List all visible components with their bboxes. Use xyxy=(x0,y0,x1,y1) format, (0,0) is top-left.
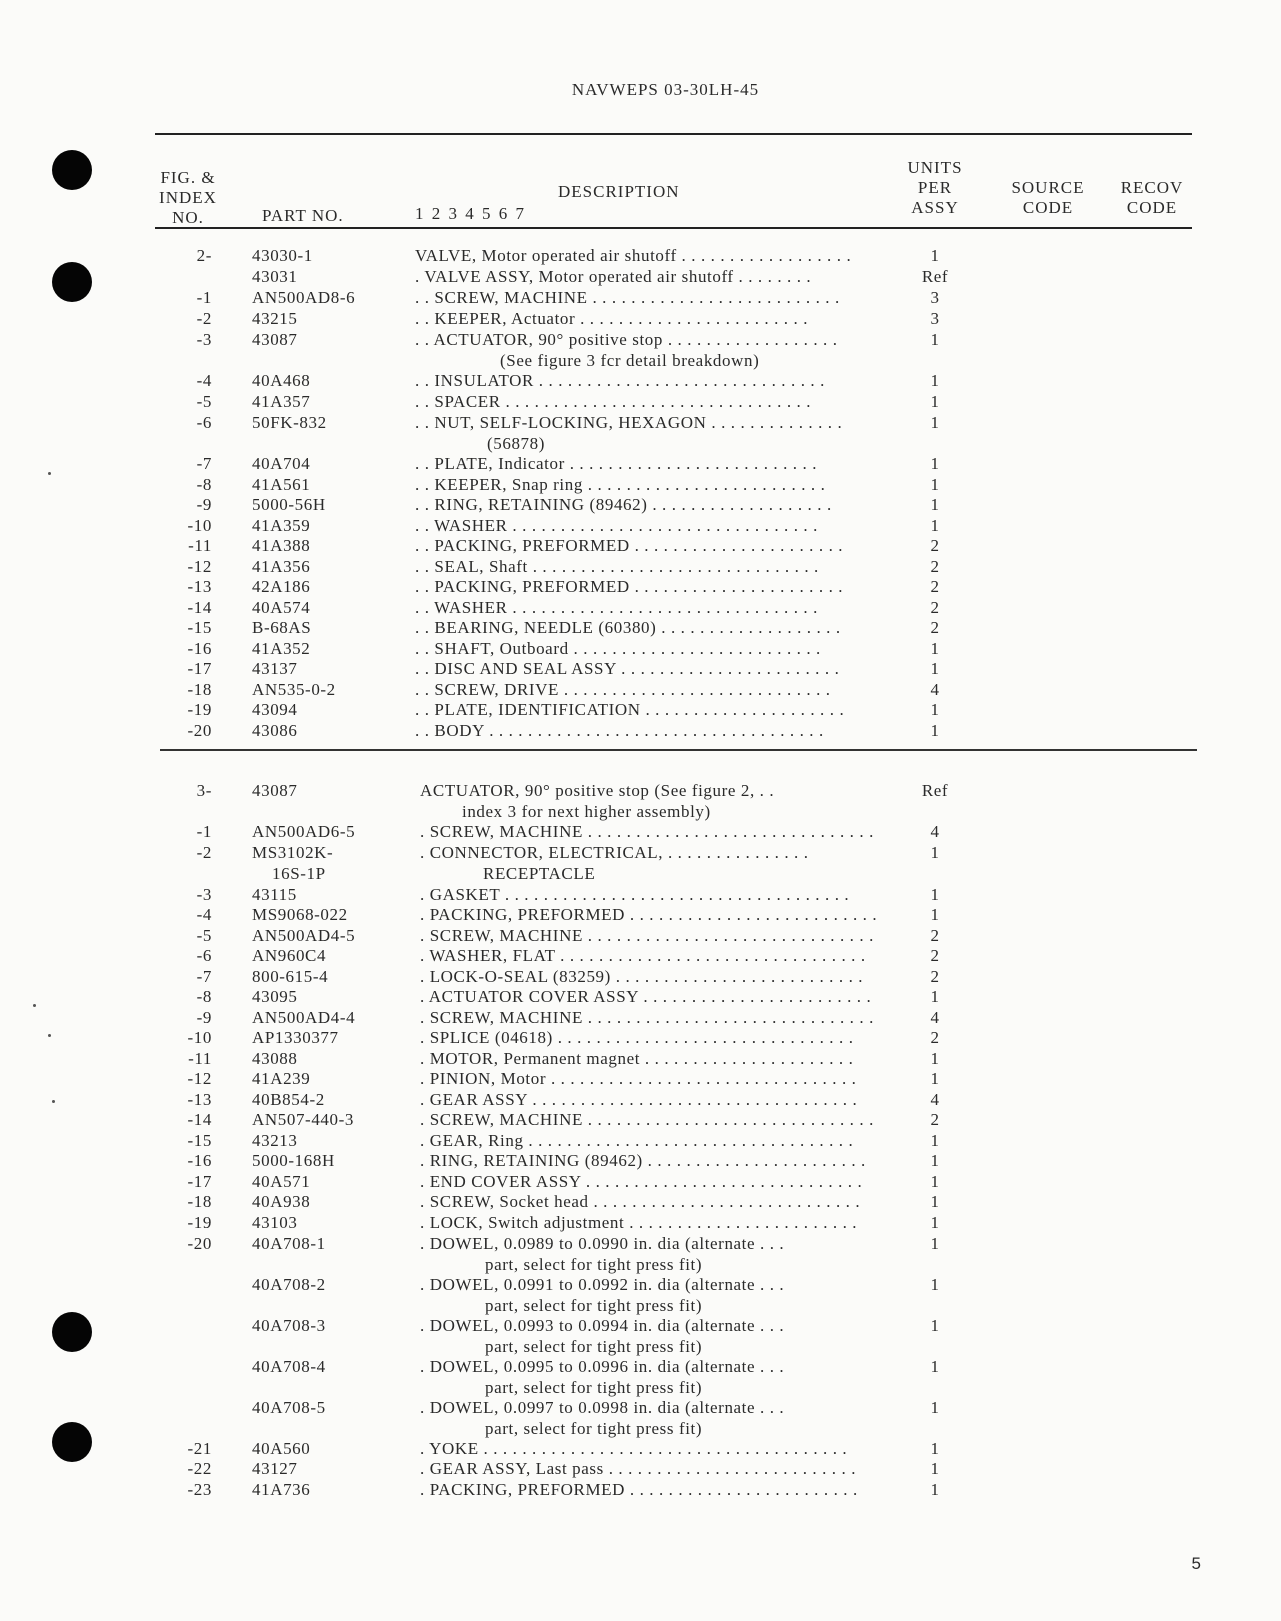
part-number-cell: 43127 xyxy=(252,1459,298,1478)
part-number-cell: MS3102K- xyxy=(252,843,334,862)
binder-hole xyxy=(52,150,92,190)
parts-list-row xyxy=(0,245,1281,267)
units-per-assy-cell: 1 xyxy=(930,1131,940,1150)
part-number-cell: AN500AD4-5 xyxy=(252,926,356,945)
units-per-assy-cell: 2 xyxy=(930,557,940,576)
part-number-cell: 43115 xyxy=(252,885,297,904)
part-number-cell: 43094 xyxy=(252,700,298,719)
units-per-assy-cell: 4 xyxy=(930,822,940,841)
description-cell: . SCREW, MACHINE . . . . . . . . . . . . . . . . . . . . . . . . . . . . . . xyxy=(420,926,874,945)
part-number-cell: 41A239 xyxy=(252,1069,311,1088)
units-per-assy-cell: 2 xyxy=(930,598,940,617)
parts-list-row xyxy=(0,1479,1281,1501)
units-per-assy-cell: 1 xyxy=(930,1234,940,1253)
description-cell: . . SEAL, Shaft . . . . . . . . . . . . . . . . . . . . . . . . . . . . . . xyxy=(415,557,819,576)
fig-index-cell: -16 xyxy=(187,639,212,658)
parts-list-row xyxy=(0,1458,1281,1480)
parts-list-row xyxy=(0,391,1281,413)
fig-index-cell: -17 xyxy=(187,659,212,678)
fig-index-cell: -7 xyxy=(196,454,212,473)
parts-list-row xyxy=(0,453,1281,475)
units-per-assy-cell: 1 xyxy=(930,475,940,494)
units-per-assy-cell: 1 xyxy=(930,843,940,862)
units-per-assy-cell: 1 xyxy=(930,392,940,411)
parts-list-row xyxy=(0,1048,1281,1070)
parts-list-row xyxy=(0,884,1281,906)
fig-index-cell: -6 xyxy=(196,413,212,432)
part-number-cell: AN535-0-2 xyxy=(252,680,336,699)
description-cell: . MOTOR, Permanent magnet . . . . . . . . . . . . . . . . . . . . . . xyxy=(420,1049,854,1068)
part-number-cell: 40A708-3 xyxy=(252,1316,326,1335)
parts-list-row xyxy=(0,842,1281,864)
fig-index-cell: -4 xyxy=(196,371,212,390)
parts-list-row xyxy=(0,1397,1281,1419)
description-cell: . . SPACER . . . . . . . . . . . . . . . . . . . . . . . . . . . . . . . . xyxy=(415,392,812,411)
description-cell: . RING, RETAINING (89462) . . . . . . . . . . . . . . . . . . . . . . . xyxy=(420,1151,866,1170)
parts-list-row xyxy=(0,1212,1281,1234)
part-number-cell: AN500AD6-5 xyxy=(252,822,356,841)
units-per-assy-cell: 1 xyxy=(930,659,940,678)
parts-list-row xyxy=(0,1356,1281,1378)
part-number-cell: 43087 xyxy=(252,330,298,349)
description-cell: . SCREW, Socket head . . . . . . . . . . . . . . . . . . . . . . . . . . . . xyxy=(420,1192,861,1211)
description-cell: . DOWEL, 0.0989 to 0.0990 in. dia (alternate . . . xyxy=(420,1234,785,1253)
description-cell: . YOKE . . . . . . . . . . . . . . . . . . . . . . . . . . . . . . . . . . . . . . xyxy=(420,1439,848,1458)
description-cell: . DOWEL, 0.0993 to 0.0994 in. dia (alternate . . . xyxy=(420,1316,785,1335)
description-cell: . WASHER, FLAT . . . . . . . . . . . . . . . . . . . . . . . . . . . . . . . . xyxy=(420,946,866,965)
part-number-cell: 43030-1 xyxy=(252,246,313,265)
description-cell: . . PLATE, Indicator . . . . . . . . . . . . . . . . . . . . . . . . . . xyxy=(415,454,818,473)
fig-index-cell: -6 xyxy=(196,946,212,965)
part-number-cell: 40A468 xyxy=(252,371,311,390)
part-number-cell: 5000-56H xyxy=(252,495,326,514)
units-per-assy-cell: 1 xyxy=(930,1275,940,1294)
description-cell: . . PACKING, PREFORMED . . . . . . . . . . . . . . . . . . . . . . xyxy=(415,536,844,555)
col-part-no: PART NO. xyxy=(262,206,344,225)
parts-list-row xyxy=(0,1274,1281,1296)
description-cell: . . NUT, SELF-LOCKING, HEXAGON . . . . . . . . . . . . . . xyxy=(415,413,843,432)
units-per-assy-cell: 1 xyxy=(930,905,940,924)
description-cell: . GEAR ASSY . . . . . . . . . . . . . . . . . . . . . . . . . . . . . . . . . . xyxy=(420,1090,858,1109)
description-continuation: part, select for tight press fit) xyxy=(485,1296,703,1315)
units-per-assy-cell: Ref xyxy=(921,781,949,800)
parts-list-row xyxy=(0,699,1281,721)
units-per-assy-cell: 4 xyxy=(930,1090,940,1109)
part-number-cell: AN500AD8-6 xyxy=(252,288,356,307)
fig-index-cell: -8 xyxy=(196,475,212,494)
parts-list-row xyxy=(0,266,1281,288)
description-cell: . SCREW, MACHINE . . . . . . . . . . . . . . . . . . . . . . . . . . . . . . xyxy=(420,1110,874,1129)
fig-index-cell: -18 xyxy=(187,680,212,699)
part-number-cell: 43088 xyxy=(252,1049,298,1068)
part-number-cell: MS9068-022 xyxy=(252,905,348,924)
part-number-cell: AN507-440-3 xyxy=(252,1110,354,1129)
parts-list-row xyxy=(0,1109,1281,1131)
part-number-cell: 41A388 xyxy=(252,536,311,555)
fig-index-cell: -13 xyxy=(187,1090,212,1109)
description-cell: . . INSULATOR . . . . . . . . . . . . . . . . . . . . . . . . . . . . . . xyxy=(415,371,825,390)
parts-list-row xyxy=(0,821,1281,843)
parts-list-row xyxy=(0,986,1281,1008)
part-number-cell: B-68AS xyxy=(252,618,312,637)
description-cell: . . BEARING, NEEDLE (60380) . . . . . . . . . . . . . . . . . . . xyxy=(415,618,841,637)
description-cell: . . WASHER . . . . . . . . . . . . . . . . . . . . . . . . . . . . . . . . xyxy=(415,516,818,535)
part-number-cell: 42A186 xyxy=(252,577,311,596)
units-per-assy-cell: 1 xyxy=(930,1213,940,1232)
fig-index-cell: -4 xyxy=(196,905,212,924)
parts-list-row xyxy=(0,535,1281,557)
description-cell: . ACTUATOR COVER ASSY . . . . . . . . . . . . . . . . . . . . . . . . xyxy=(420,987,872,1006)
units-per-assy-cell: 2 xyxy=(930,946,940,965)
part-number-cell: 40B854-2 xyxy=(252,1090,325,1109)
col-recov-code: RECOV CODE xyxy=(1120,178,1184,217)
units-per-assy-cell: 1 xyxy=(930,700,940,719)
description-cell: . . SCREW, DRIVE . . . . . . . . . . . . . . . . . . . . . . . . . . . . xyxy=(415,680,831,699)
units-per-assy-cell: 1 xyxy=(930,516,940,535)
page-number: 5 xyxy=(1191,1554,1201,1573)
parts-list-row xyxy=(0,1007,1281,1029)
description-cell: . PACKING, PREFORMED . . . . . . . . . . . . . . . . . . . . . . . . . . xyxy=(420,905,878,924)
fig-index-cell: -14 xyxy=(187,598,212,617)
units-per-assy-cell: 1 xyxy=(930,1316,940,1335)
description-cell: . LOCK, Switch adjustment . . . . . . . . . . . . . . . . . . . . . . . . xyxy=(420,1213,858,1232)
part-number-cell: 40A938 xyxy=(252,1192,311,1211)
fig-index-cell: -15 xyxy=(187,618,212,637)
fig-index-cell: 3- xyxy=(196,781,212,800)
units-per-assy-cell: 1 xyxy=(930,1069,940,1088)
description-cell: . GEAR, Ring . . . . . . . . . . . . . . . . . . . . . . . . . . . . . . . . . . xyxy=(420,1131,854,1150)
part-number-cell: 800-615-4 xyxy=(252,967,329,986)
part-number-cell: 43215 xyxy=(252,309,298,328)
part-number-cell: 41A561 xyxy=(252,475,311,494)
description-cell: . SPLICE (04618) . . . . . . . . . . . . . . . . . . . . . . . . . . . . . . . xyxy=(420,1028,854,1047)
description-continuation: part, select for tight press fit) xyxy=(485,1378,703,1397)
part-number-cell: AP1330377 xyxy=(252,1028,339,1047)
fig-index-cell: -20 xyxy=(187,1234,212,1253)
part-number-cell: 43103 xyxy=(252,1213,298,1232)
fig-index-cell: -18 xyxy=(187,1192,212,1211)
fig-index-cell: -9 xyxy=(196,495,212,514)
description-cell: . SCREW, MACHINE . . . . . . . . . . . . . . . . . . . . . . . . . . . . . . xyxy=(420,822,874,841)
fig-index-cell: -12 xyxy=(187,557,212,576)
fig-index-cell: 2- xyxy=(196,246,212,265)
description-cell: . DOWEL, 0.0991 to 0.0992 in. dia (alternate . . . xyxy=(420,1275,785,1294)
units-per-assy-cell: 2 xyxy=(930,967,940,986)
description-cell: . . KEEPER, Actuator . . . . . . . . . . . . . . . . . . . . . . . . xyxy=(415,309,809,328)
fig-index-cell: -13 xyxy=(187,577,212,596)
part-number-cell: 43031 xyxy=(252,267,298,286)
fig-index-cell: -11 xyxy=(188,1049,212,1068)
col-description: DESCRIPTION xyxy=(558,182,680,201)
fig-index-cell: -1 xyxy=(196,822,212,841)
parts-list-row xyxy=(0,308,1281,330)
units-per-assy-cell: 2 xyxy=(930,926,940,945)
description-cell: . PINION, Motor . . . . . . . . . . . . . . . . . . . . . . . . . . . . . . . . xyxy=(420,1069,857,1088)
parts-list-row xyxy=(0,576,1281,598)
parts-list-row xyxy=(0,1233,1281,1255)
description-cell: . DOWEL, 0.0997 to 0.0998 in. dia (alternate . . . xyxy=(420,1398,785,1417)
description-cell: . DOWEL, 0.0995 to 0.0996 in. dia (alternate . . . xyxy=(420,1357,785,1376)
parts-list-row xyxy=(0,412,1281,434)
description-cell: . END COVER ASSY . . . . . . . . . . . . . . . . . . . . . . . . . . . . . xyxy=(420,1172,863,1191)
fig-index-cell: -12 xyxy=(187,1069,212,1088)
fig-index-cell: -21 xyxy=(187,1439,212,1458)
fig-index-cell: -15 xyxy=(187,1131,212,1150)
description-cell: . . SCREW, MACHINE . . . . . . . . . . . . . . . . . . . . . . . . . . xyxy=(415,288,840,307)
description-continuation: (56878) xyxy=(487,434,546,453)
parts-list-row xyxy=(0,925,1281,947)
parts-list-row xyxy=(0,494,1281,516)
units-per-assy-cell: 1 xyxy=(930,1357,940,1376)
fig-index-cell: -22 xyxy=(187,1459,212,1478)
units-per-assy-cell: 1 xyxy=(930,413,940,432)
fig-index-cell: -19 xyxy=(187,700,212,719)
part-number-cell: 5000-168H xyxy=(252,1151,335,1170)
parts-list-row xyxy=(0,658,1281,680)
description-cell: . . DISC AND SEAL ASSY . . . . . . . . . . . . . . . . . . . . . . . xyxy=(415,659,840,678)
part-number-cell: 40A560 xyxy=(252,1439,311,1458)
part-number-cell: 40A571 xyxy=(252,1172,311,1191)
description-cell: . VALVE ASSY, Motor operated air shutoff . . . . . . . . xyxy=(415,267,812,286)
document-title: NAVWEPS 03-30LH-45 xyxy=(571,80,760,99)
description-cell: . GEAR ASSY, Last pass . . . . . . . . . . . . . . . . . . . . . . . . . . xyxy=(420,1459,857,1478)
units-per-assy-cell: 2 xyxy=(930,577,940,596)
description-cell: . PACKING, PREFORMED . . . . . . . . . . . . . . . . . . . . . . . . xyxy=(420,1480,858,1499)
part-number-cell: 41A359 xyxy=(252,516,311,535)
parts-list-row xyxy=(0,1068,1281,1090)
fig-index-cell: -23 xyxy=(187,1480,212,1499)
fig-index-cell: -20 xyxy=(187,721,212,740)
parts-list-row xyxy=(0,1089,1281,1111)
units-per-assy-cell: 2 xyxy=(930,618,940,637)
units-per-assy-cell: 1 xyxy=(930,330,940,349)
parts-list-row xyxy=(0,638,1281,660)
parts-list-row xyxy=(0,474,1281,496)
description-cell: ACTUATOR, 90° positive stop (See figure 2, . . xyxy=(420,781,775,800)
description-cell: . SCREW, MACHINE . . . . . . . . . . . . . . . . . . . . . . . . . . . . . . xyxy=(420,1008,874,1027)
units-per-assy-cell: 1 xyxy=(930,1459,940,1478)
fig-index-cell: -1 xyxy=(196,288,212,307)
units-per-assy-cell: 1 xyxy=(930,1151,940,1170)
description-cell: . . RING, RETAINING (89462) . . . . . . . . . . . . . . . . . . . xyxy=(415,495,832,514)
fig-index-cell: -3 xyxy=(196,330,212,349)
units-per-assy-cell: 1 xyxy=(930,1192,940,1211)
parts-list-row xyxy=(0,1150,1281,1172)
parts-list-row xyxy=(0,515,1281,537)
fig-index-cell: -5 xyxy=(196,926,212,945)
description-cell: . . PACKING, PREFORMED . . . . . . . . . . . . . . . . . . . . . . xyxy=(415,577,844,596)
units-per-assy-cell: 3 xyxy=(930,309,940,328)
units-per-assy-cell: 3 xyxy=(930,288,940,307)
part-number-cell: 41A736 xyxy=(252,1480,311,1499)
units-per-assy-cell: 1 xyxy=(930,639,940,658)
units-per-assy-cell: 2 xyxy=(930,1110,940,1129)
description-cell: . . SHAFT, Outboard . . . . . . . . . . . . . . . . . . . . . . . . . . xyxy=(415,639,821,658)
fig-index-cell: -8 xyxy=(196,987,212,1006)
units-per-assy-cell: 1 xyxy=(930,246,940,265)
parts-list-row xyxy=(0,780,1281,802)
description-cell: . GASKET . . . . . . . . . . . . . . . . . . . . . . . . . . . . . . . . . . . . xyxy=(420,885,850,904)
col-indent-scale: 1 2 3 4 5 6 7 xyxy=(415,204,526,223)
part-number-cell: 43087 xyxy=(252,781,298,800)
description-continuation: part, select for tight press fit) xyxy=(485,1337,703,1356)
part-number-cell: 41A356 xyxy=(252,557,311,576)
units-per-assy-cell: 4 xyxy=(930,1008,940,1027)
parts-list-row xyxy=(0,720,1281,742)
parts-list-row xyxy=(0,966,1281,988)
header-top-rule xyxy=(155,133,1192,135)
part-number-cell: 40A574 xyxy=(252,598,311,617)
units-per-assy-cell: 1 xyxy=(930,1049,940,1068)
units-per-assy-cell: 4 xyxy=(930,680,940,699)
part-number-cell: AN500AD4-4 xyxy=(252,1008,356,1027)
parts-list-row xyxy=(0,1191,1281,1213)
col-units-per-assy: UNITS PER ASSY xyxy=(907,158,963,217)
fig-index-cell: -16 xyxy=(187,1151,212,1170)
description-cell: . . KEEPER, Snap ring . . . . . . . . . . . . . . . . . . . . . . . . . xyxy=(415,475,826,494)
parts-list-row xyxy=(0,679,1281,701)
parts-list-row xyxy=(0,904,1281,926)
units-per-assy-cell: 1 xyxy=(930,885,940,904)
units-per-assy-cell: 1 xyxy=(930,721,940,740)
units-per-assy-cell: 1 xyxy=(930,1172,940,1191)
fig-index-cell: -11 xyxy=(188,536,212,555)
fig-index-cell: -10 xyxy=(187,516,212,535)
fig-index-cell: -17 xyxy=(187,1172,212,1191)
units-per-assy-cell: 1 xyxy=(930,454,940,473)
description-cell: . LOCK-O-SEAL (83259) . . . . . . . . . . . . . . . . . . . . . . . . . . xyxy=(420,967,864,986)
part-number-cell: 40A708-2 xyxy=(252,1275,326,1294)
fig-index-cell: -2 xyxy=(196,309,212,328)
units-per-assy-cell: 2 xyxy=(930,1028,940,1047)
parts-list-row xyxy=(0,617,1281,639)
part-number-cell: 43086 xyxy=(252,721,298,740)
units-per-assy-cell: 1 xyxy=(930,371,940,390)
part-number-cell: 43137 xyxy=(252,659,298,678)
description-cell: . . ACTUATOR, 90° positive stop . . . . . . . . . . . . . . . . . . xyxy=(415,330,838,349)
parts-list-row xyxy=(0,1171,1281,1193)
part-number-cell: 40A708-1 xyxy=(252,1234,326,1253)
part-number-cell: 40A708-5 xyxy=(252,1398,326,1417)
units-per-assy-cell: 2 xyxy=(930,536,940,555)
part-number-cell: 43213 xyxy=(252,1131,298,1150)
description-continuation: (See figure 3 fcr detail breakdown) xyxy=(500,351,760,370)
parts-list-row xyxy=(0,1027,1281,1049)
description-cell: . . BODY . . . . . . . . . . . . . . . . . . . . . . . . . . . . . . . . . . . xyxy=(415,721,824,740)
fig-index-cell: -2 xyxy=(196,843,212,862)
units-per-assy-cell: 1 xyxy=(930,495,940,514)
units-per-assy-cell: 1 xyxy=(930,1439,940,1458)
description-continuation: part, select for tight press fit) xyxy=(485,1255,703,1274)
part-number-continuation: 16S-1P xyxy=(272,864,326,883)
description-cell: . . PLATE, IDENTIFICATION . . . . . . . . . . . . . . . . . . . . . xyxy=(415,700,845,719)
units-per-assy-cell: 1 xyxy=(930,987,940,1006)
part-number-cell: 43095 xyxy=(252,987,298,1006)
part-number-cell: 40A704 xyxy=(252,454,311,473)
description-continuation: index 3 for next higher assembly) xyxy=(462,802,711,821)
part-number-cell: 50FK-832 xyxy=(252,413,327,432)
description-cell: . CONNECTOR, ELECTRICAL, . . . . . . . . . . . . . . . xyxy=(420,843,809,862)
part-number-cell: 41A357 xyxy=(252,392,311,411)
parts-list-row xyxy=(0,287,1281,309)
fig-index-cell: -14 xyxy=(187,1110,212,1129)
parts-list-row xyxy=(0,1315,1281,1337)
part-number-cell: 40A708-4 xyxy=(252,1357,326,1376)
fig-index-cell: -3 xyxy=(196,885,212,904)
fig-index-cell: -19 xyxy=(187,1213,212,1232)
parts-list-row xyxy=(0,556,1281,578)
parts-list-row xyxy=(0,1130,1281,1152)
parts-list-row xyxy=(0,597,1281,619)
parts-list-row xyxy=(0,370,1281,392)
fig-index-cell: -9 xyxy=(196,1008,212,1027)
section-divider xyxy=(160,749,1197,751)
part-number-cell: AN960C4 xyxy=(252,946,327,965)
description-cell: . . WASHER . . . . . . . . . . . . . . . . . . . . . . . . . . . . . . . . xyxy=(415,598,818,617)
description-continuation: RECEPTACLE xyxy=(483,864,596,883)
parts-list-row xyxy=(0,1438,1281,1460)
header-bottom-rule xyxy=(155,227,1192,229)
fig-index-cell: -5 xyxy=(196,392,212,411)
part-number-cell: 41A352 xyxy=(252,639,311,658)
description-continuation: part, select for tight press fit) xyxy=(485,1419,703,1438)
parts-list-row xyxy=(0,329,1281,351)
fig-index-cell: -7 xyxy=(196,967,212,986)
units-per-assy-cell: 1 xyxy=(930,1398,940,1417)
units-per-assy-cell: Ref xyxy=(921,267,949,286)
parts-list-row xyxy=(0,945,1281,967)
units-per-assy-cell: 1 xyxy=(930,1480,940,1499)
col-fig-index: FIG. & INDEX NO. xyxy=(159,168,217,227)
description-cell: VALVE, Motor operated air shutoff . . . . . . . . . . . . . . . . . . xyxy=(415,246,852,265)
fig-index-cell: -10 xyxy=(187,1028,212,1047)
col-source-code: SOURCE CODE xyxy=(1011,178,1085,217)
